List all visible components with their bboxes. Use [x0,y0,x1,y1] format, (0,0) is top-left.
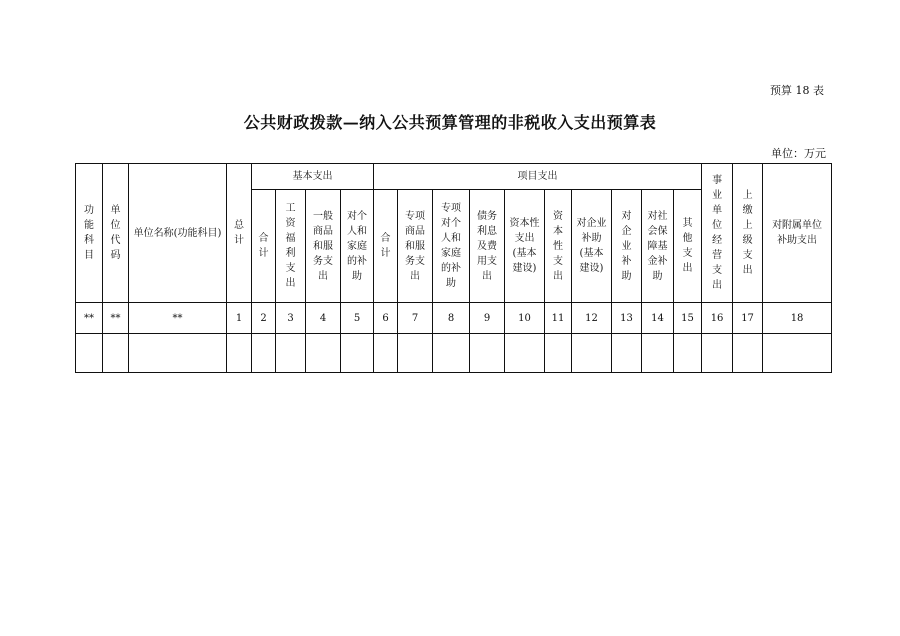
data-cell [702,334,733,373]
header-row-1 [76,164,832,190]
number-cell: 10 [505,303,545,334]
header-wages: 工资福利支出 [276,190,306,303]
number-cell: ** [103,303,129,334]
data-cell [341,334,374,373]
data-cell [76,334,103,373]
header-basic-total: 合计 [252,190,276,303]
data-cell [103,334,129,373]
number-cell: 15 [674,303,702,334]
data-cell [674,334,702,373]
number-cell: 6 [374,303,398,334]
budget-table [75,163,832,373]
header-total: 总计 [227,164,252,303]
number-row [76,303,832,334]
header-personal: 对个人和家庭的补助 [341,190,374,303]
unit-label: 单位：万元 [771,147,826,160]
header-project-total: 合计 [374,190,398,303]
header-subsidiary: 对附属单位补助支出 [763,164,832,303]
number-cell: 16 [702,303,733,334]
data-cell [227,334,252,373]
data-cell [733,334,763,373]
data-cell [612,334,642,373]
number-cell: 17 [733,303,763,334]
data-cell [642,334,674,373]
header-unit-code: 单位代码 [103,164,129,303]
number-cell: 7 [398,303,433,334]
header-func-subject: 功能科目 [76,164,103,303]
number-cell: 9 [470,303,505,334]
header-other: 其他支出 [674,190,702,303]
number-cell: ** [76,303,103,334]
data-cell [470,334,505,373]
data-cell [433,334,470,373]
data-cell [276,334,306,373]
header-unit-name: 单位名称(功能科目) [129,164,227,303]
data-row [76,334,832,373]
header-special-personal: 专项对个人和家庭的补助 [433,190,470,303]
form-number: 预算 18 表 [770,84,824,97]
data-cell [763,334,832,373]
data-cell [505,334,545,373]
data-cell [252,334,276,373]
data-cell [398,334,433,373]
header-basic-expenditure: 基本支出 [252,164,374,190]
header-social: 对社会保障基金补助 [642,190,674,303]
page-title: 公共财政拨款—纳入公共预算管理的非税收入支出预算表 [243,113,657,132]
data-cell [374,334,398,373]
data-cell [545,334,572,373]
header-project-expenditure: 项目支出 [374,164,702,190]
number-cell: 13 [612,303,642,334]
number-cell: 3 [276,303,306,334]
number-cell: 2 [252,303,276,334]
data-cell [129,334,227,373]
header-debt: 债务利息及费用支出 [470,190,505,303]
data-cell [572,334,612,373]
number-cell: 18 [763,303,832,334]
number-cell: 8 [433,303,470,334]
header-enterprise: 对企业补助 [612,190,642,303]
number-cell: 1 [227,303,252,334]
header-business-ops: 事业单位经营支出 [702,164,733,303]
header-upper: 上缴上级支出 [733,164,763,303]
header-capital-build: 资本性支出(基本建设) [505,190,545,303]
header-capital: 资本性支出 [545,190,572,303]
number-cell: 4 [306,303,341,334]
number-cell: ** [129,303,227,334]
number-cell: 14 [642,303,674,334]
header-goods: 一般商品和服务支出 [306,190,341,303]
number-cell: 12 [572,303,612,334]
number-cell: 5 [341,303,374,334]
number-cell: 11 [545,303,572,334]
header-enterprise-build: 对企业补助(基本建设) [572,190,612,303]
header-special-goods: 专项商品和服务支出 [398,190,433,303]
data-cell [306,334,341,373]
